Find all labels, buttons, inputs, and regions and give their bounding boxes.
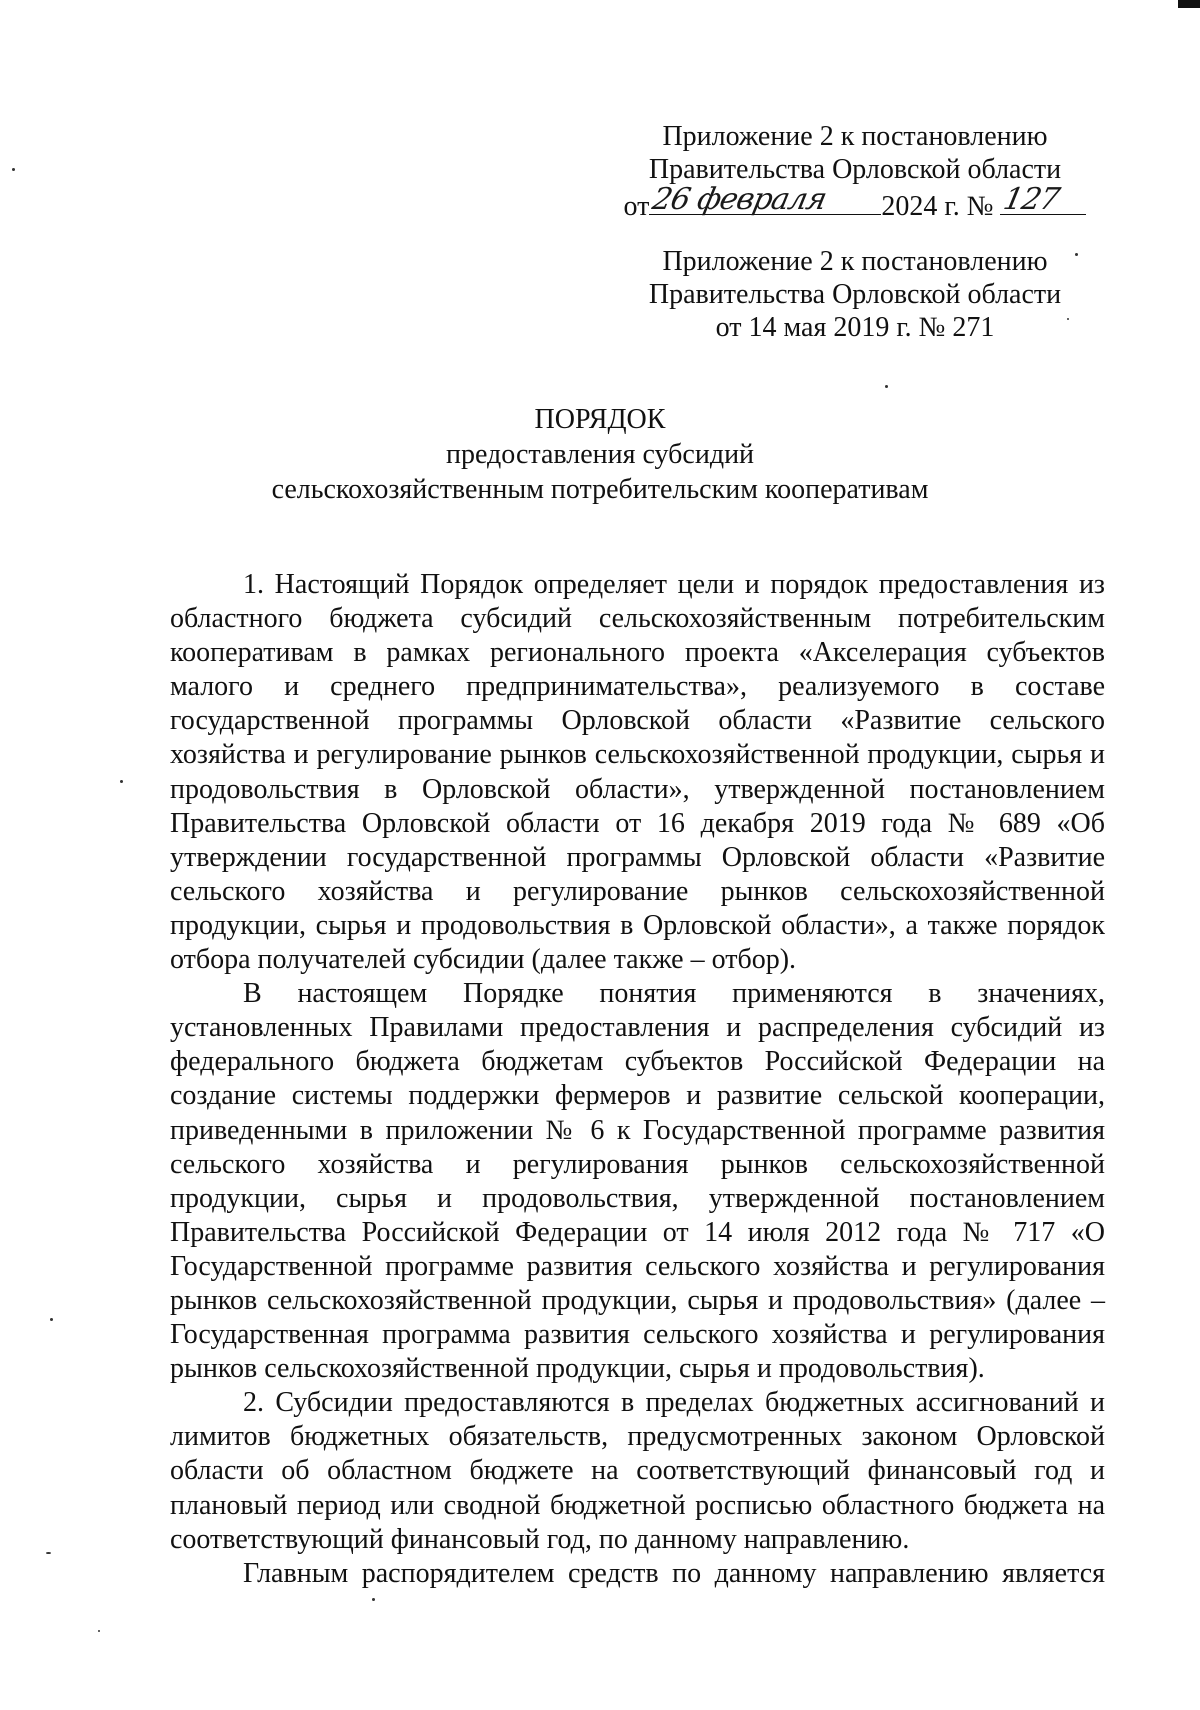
scan-speck: [46, 1552, 51, 1554]
scan-speck: [98, 1630, 100, 1632]
handwritten-date-field: [649, 182, 881, 217]
amendment-header-line2: Правительства Орловской области: [648, 154, 1062, 185]
paragraph-2: В настоящем Порядке понятия применяются в значениях, установленных Правилами предоставления и распределения субсидий из федерального бюджета бюджетам субъектов Российской Федерации на создание системы поддержки фермеров и развитие сельской кооперации, приведенными в приложении № 6 к Государственной программе развития сельского хозяйства и регулирования рынков сельскохозяйственной продукции, сырья и продовольствия, утвержденной постановлением Правительства Российской Федерации от 14 июля 2012 года № 717 «О Государственной программе развития сельского хозяйства и регулирования рынков сельскохозяйственной продукции, сырья и продовольствия» (далее – Государственная программа развития сельского хозяйства и регулирования рынков сельскохозяйственной продукции, сырья и продовольствия).: [170, 978, 1105, 1385]
document-title: [100, 402, 1100, 507]
amendment-header: [620, 120, 1090, 223]
handwritten-date: 26 февраля: [649, 182, 830, 217]
amendment-header-line1: Приложение 2 к постановлению: [662, 121, 1048, 152]
scan-speck: [120, 780, 123, 783]
original-header-line2: Правительства Орловской области: [648, 279, 1062, 310]
paragraph-3: 2. Субсидии предоставляются в пределах бюджетных ассигнований и лимитов бюджетных обязательств, предусмотренных законом Орловской области об областном бюджете на соответствующий финансовый год и плановый период или сводной бюджетной росписью областного бюджета на соответствующий финансовый год, по данному направлению.: [170, 1387, 1105, 1555]
body-text: [170, 568, 1105, 1591]
scan-corner-mark: [1178, 0, 1200, 8]
original-header-line3: от 14 мая 2019 г. № 271: [715, 312, 995, 343]
year-and-number-label: 2024 г. №: [881, 191, 994, 222]
title-sub2: сельскохозяйственным потребительским кооперативам: [271, 474, 929, 505]
scan-speck: [50, 1318, 53, 1321]
title-main: ПОРЯДОК: [534, 404, 666, 435]
paragraph-1: 1. Настоящий Порядок определяет цели и порядок предоставления из областного бюджета субсидий сельскохозяйственным потребительским кооперативам в рамках регионального проекта «Акселерация субъектов малого и среднего предпринимательства», реализуемого в составе государственной программы Орловской области «Развитие сельского хозяйства и регулирование рынков сельскохозяйственной продукции, сырья и продовольствия в Орловской области», утвержденной постановлением Правительства Орловской области от 16 декабря 2019 года № 689 «Об утверждении государственной программы Орловской области «Развитие сельского хозяйства и регулирование рынков сельскохозяйственной продукции, сырья и продовольствия в Орловской области», а также порядок отбора получателей субсидии (далее также – отбор).: [170, 569, 1105, 976]
scan-speck: [12, 168, 15, 171]
scan-speck: [885, 385, 888, 388]
date-prefix: от: [623, 191, 650, 222]
handwritten-number: 127: [1000, 182, 1063, 217]
paragraph-4: Главным распорядителем средств по данному направлению является: [243, 1557, 1105, 1589]
handwritten-number-field: [1000, 182, 1086, 217]
original-header: [620, 245, 1090, 344]
scan-speck: [372, 1598, 375, 1601]
original-header-line1: Приложение 2 к постановлению: [662, 246, 1048, 277]
amendment-date-line: [620, 182, 1090, 223]
title-sub1: предоставления субсидий: [445, 439, 755, 470]
